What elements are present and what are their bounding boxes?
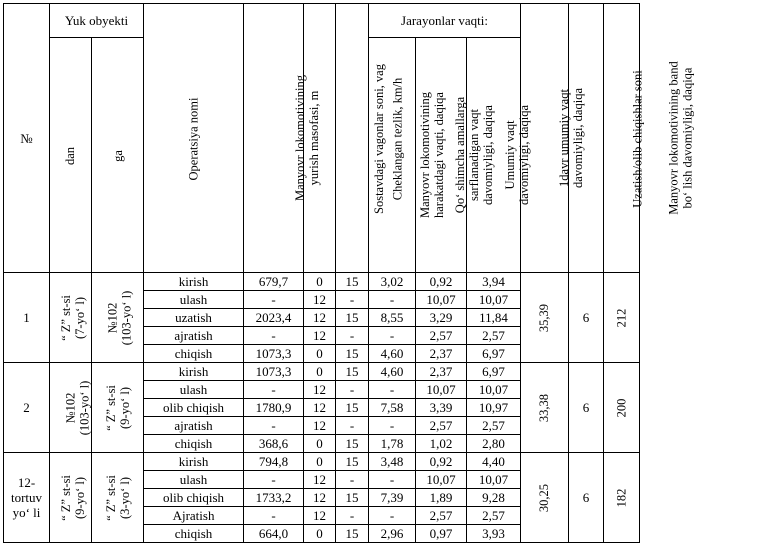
header-uzatish-soni: Uzatish/olib chiqishlar soni [569, 4, 604, 273]
header-line: davomiyligi, daqiqa [481, 105, 496, 205]
group-dan [50, 363, 92, 453]
header-line: Qo‘ shimcha amallarga [453, 96, 468, 214]
rotated-label [104, 475, 132, 521]
cell-operatsiya: olib chiqish [144, 489, 244, 507]
cell-vagon: 12 [304, 399, 336, 417]
cell-umumiy: 10,97 [467, 399, 521, 417]
cell-tezlik: 15 [336, 489, 369, 507]
header-line: Umumiy vaqt [503, 120, 518, 190]
cell-masofa: 1780,9 [244, 399, 304, 417]
cell-amal: 10,07 [416, 291, 467, 309]
group-davr-text: 30,25 [537, 483, 552, 513]
cell-harakat: - [369, 507, 416, 525]
group-number-text: 2 [23, 400, 30, 415]
header-line: harakatdagi vaqti, daqiqa [432, 92, 447, 219]
cell-umumiy: 6,97 [467, 345, 521, 363]
cell-umumiy: 2,57 [467, 507, 521, 525]
cell-masofa: 794,8 [244, 453, 304, 471]
table-row [4, 363, 640, 381]
cell-amal: 1,02 [416, 435, 467, 453]
cell-umumiy: 2,80 [467, 435, 521, 453]
cell-umumiy: 11,84 [467, 309, 521, 327]
header-number: № [4, 4, 50, 273]
rotated-label [59, 475, 87, 521]
cell-tezlik: 15 [336, 435, 369, 453]
label-line: (103-yo‘ l) [77, 380, 92, 435]
cell-masofa: 1073,3 [244, 345, 304, 363]
rotated-label [105, 290, 133, 345]
group-number [4, 363, 50, 453]
cell-operatsiya: ulash [144, 291, 244, 309]
header-yuk-obyekti: Yuk obyekti [50, 4, 144, 38]
cell-vagon: 0 [304, 435, 336, 453]
group-dan [50, 453, 92, 543]
cell-vagon: 12 [304, 327, 336, 345]
cell-harakat: - [369, 381, 416, 399]
cell-vagon: 0 [304, 273, 336, 291]
header-jarayonlar: Jarayonlar vaqti: [369, 4, 521, 38]
cell-amal: 2,57 [416, 327, 467, 345]
cell-masofa: - [244, 327, 304, 345]
cell-tezlik: 15 [336, 363, 369, 381]
cell-operatsiya: kirish [144, 363, 244, 381]
cell-operatsiya: ajratish [144, 327, 244, 345]
cell-amal: 3,39 [416, 399, 467, 417]
group-number-text: 1 [23, 310, 30, 325]
cell-tezlik: - [336, 471, 369, 489]
cell-amal: 2,37 [416, 363, 467, 381]
cell-tezlik: 15 [336, 345, 369, 363]
cell-vagon: 0 [304, 453, 336, 471]
cell-amal: 1,89 [416, 489, 467, 507]
header-line: davomiyligi, daqiqa [571, 88, 586, 188]
cell-amal: 2,57 [416, 507, 467, 525]
cell-operatsiya: ajratish [144, 417, 244, 435]
header-vagonlar: Sostavdagi vagonlar soni, vag [304, 4, 336, 273]
cell-amal: 2,57 [416, 417, 467, 435]
cell-umumiy: 3,93 [467, 525, 521, 543]
cell-masofa: - [244, 471, 304, 489]
cell-masofa: 2023,4 [244, 309, 304, 327]
cell-harakat: 4,60 [369, 363, 416, 381]
header-line: sarflanadigan vaqt [467, 109, 482, 201]
cell-vagon: 0 [304, 345, 336, 363]
group-number-text: 12-tortuv yo‘ li [10, 475, 43, 520]
header-dan: dan [50, 38, 92, 273]
label-line: “ Z” st-si [58, 474, 73, 521]
label-line: (103-yo‘ l) [119, 290, 134, 345]
cell-harakat: - [369, 327, 416, 345]
cell-harakat: - [369, 291, 416, 309]
group-uzatish-soni: 6 [569, 363, 604, 453]
cell-operatsiya: olib chiqish [144, 399, 244, 417]
cell-tezlik: 15 [336, 525, 369, 543]
operations-table [3, 3, 695, 543]
group-davr-text: 35,39 [537, 303, 552, 333]
cell-tezlik: - [336, 291, 369, 309]
rotated-label [104, 385, 132, 431]
cell-amal: 2,37 [416, 345, 467, 363]
header-line: yurish masofasi, m [307, 90, 322, 186]
cell-vagon: 12 [304, 291, 336, 309]
cell-masofa: 664,0 [244, 525, 304, 543]
cell-umumiy: 3,94 [467, 273, 521, 291]
cell-masofa: - [244, 381, 304, 399]
cell-harakat: 3,02 [369, 273, 416, 291]
cell-masofa: - [244, 417, 304, 435]
label-line: “ Z” st-si [103, 384, 118, 431]
group-band [604, 363, 640, 453]
label-line: (7-yo‘ l) [72, 296, 87, 339]
group-uzatish-soni: 6 [569, 273, 604, 363]
group-uzatish-soni: 6 [569, 453, 604, 543]
group-band-text: 200 [614, 398, 629, 418]
cell-harakat: 2,96 [369, 525, 416, 543]
cell-amal: 0,92 [416, 453, 467, 471]
cell-amal: 0,97 [416, 525, 467, 543]
cell-vagon: 0 [304, 525, 336, 543]
cell-vagon: 12 [304, 507, 336, 525]
group-band-text: 212 [614, 308, 629, 328]
header-masofa [244, 4, 322, 273]
group-number [4, 453, 50, 543]
header-line: 1davr umumiy vaqt [557, 89, 572, 187]
cell-tezlik: - [336, 327, 369, 345]
rotated-label [59, 295, 87, 341]
cell-tezlik: 15 [336, 309, 369, 327]
group-davr [521, 363, 569, 453]
cell-masofa: - [244, 507, 304, 525]
group-dan [50, 273, 92, 363]
cell-operatsiya: uzatish [144, 309, 244, 327]
cell-umumiy: 10,07 [467, 381, 521, 399]
cell-umumiy: 10,07 [467, 471, 521, 489]
header-ga: ga [92, 38, 144, 273]
cell-masofa: 1073,3 [244, 363, 304, 381]
cell-tezlik: - [336, 507, 369, 525]
cell-harakat: - [369, 417, 416, 435]
table-row [4, 273, 640, 291]
cell-vagon: 12 [304, 381, 336, 399]
cell-harakat: 7,39 [369, 489, 416, 507]
group-band [604, 273, 640, 363]
data-table-container [3, 3, 695, 543]
cell-operatsiya: kirish [144, 273, 244, 291]
cell-umumiy: 6,97 [467, 363, 521, 381]
cell-harakat: - [369, 471, 416, 489]
cell-operatsiya: Ajratish [144, 507, 244, 525]
cell-operatsiya: chiqish [144, 525, 244, 543]
group-davr [521, 273, 569, 363]
cell-vagon: 12 [304, 309, 336, 327]
cell-amal: 3,29 [416, 309, 467, 327]
header-line: Manyovr lokomotivining [293, 74, 308, 202]
label-line: (3-yo‘ l) [117, 476, 132, 519]
label-line: “ Z” st-si [58, 294, 73, 341]
cell-operatsiya: chiqish [144, 345, 244, 363]
cell-masofa: 1733,2 [244, 489, 304, 507]
label-line: №102 [63, 392, 78, 423]
cell-masofa: 368,6 [244, 435, 304, 453]
cell-amal: 10,07 [416, 471, 467, 489]
group-band [604, 453, 640, 543]
cell-umumiy: 2,57 [467, 327, 521, 345]
rotated-label [63, 380, 91, 435]
cell-amal: 10,07 [416, 381, 467, 399]
cell-tezlik: 15 [336, 273, 369, 291]
header-operatsiya-nomi: Operatsiya nomi [144, 4, 244, 273]
label-line: “ Z” st-si [103, 474, 118, 521]
group-davr [521, 453, 569, 543]
group-davr-text: 33,38 [537, 393, 552, 423]
cell-masofa: - [244, 291, 304, 309]
label-line: (9-yo‘ l) [117, 386, 132, 429]
cell-operatsiya: chiqish [144, 435, 244, 453]
cell-masofa: 679,7 [244, 273, 304, 291]
header-line: davomiyligi, daqiqa [517, 105, 532, 205]
cell-vagon: 12 [304, 489, 336, 507]
cell-tezlik: - [336, 381, 369, 399]
header-line: bo‘ lish davomiyligi, daqiqa [680, 67, 695, 209]
cell-umumiy: 2,57 [467, 417, 521, 435]
cell-operatsiya: kirish [144, 453, 244, 471]
cell-vagon: 12 [304, 417, 336, 435]
cell-vagon: 0 [304, 363, 336, 381]
cell-tezlik: 15 [336, 399, 369, 417]
label-line: (9-yo‘ l) [72, 476, 87, 519]
cell-harakat: 7,58 [369, 399, 416, 417]
cell-tezlik: 15 [336, 453, 369, 471]
table-row [4, 453, 640, 471]
cell-umumiy: 4,40 [467, 453, 521, 471]
group-ga [92, 273, 144, 363]
header-tezlik: Cheklangan tezlik, km/h [336, 4, 369, 273]
label-line: №102 [105, 302, 120, 333]
cell-harakat: 3,48 [369, 453, 416, 471]
group-ga [92, 453, 144, 543]
header-line: Manyovr lokomotivining band [666, 61, 681, 215]
cell-tezlik: - [336, 417, 369, 435]
group-ga [92, 363, 144, 453]
cell-harakat: 1,78 [369, 435, 416, 453]
cell-harakat: 8,55 [369, 309, 416, 327]
header-line: Manyovr lokomotivining [418, 91, 433, 219]
cell-umumiy: 9,28 [467, 489, 521, 507]
cell-vagon: 12 [304, 471, 336, 489]
cell-operatsiya: ulash [144, 381, 244, 399]
group-band-text: 182 [614, 488, 629, 508]
cell-harakat: 4,60 [369, 345, 416, 363]
cell-operatsiya: ulash [144, 471, 244, 489]
cell-umumiy: 10,07 [467, 291, 521, 309]
cell-amal: 0,92 [416, 273, 467, 291]
group-number [4, 273, 50, 363]
